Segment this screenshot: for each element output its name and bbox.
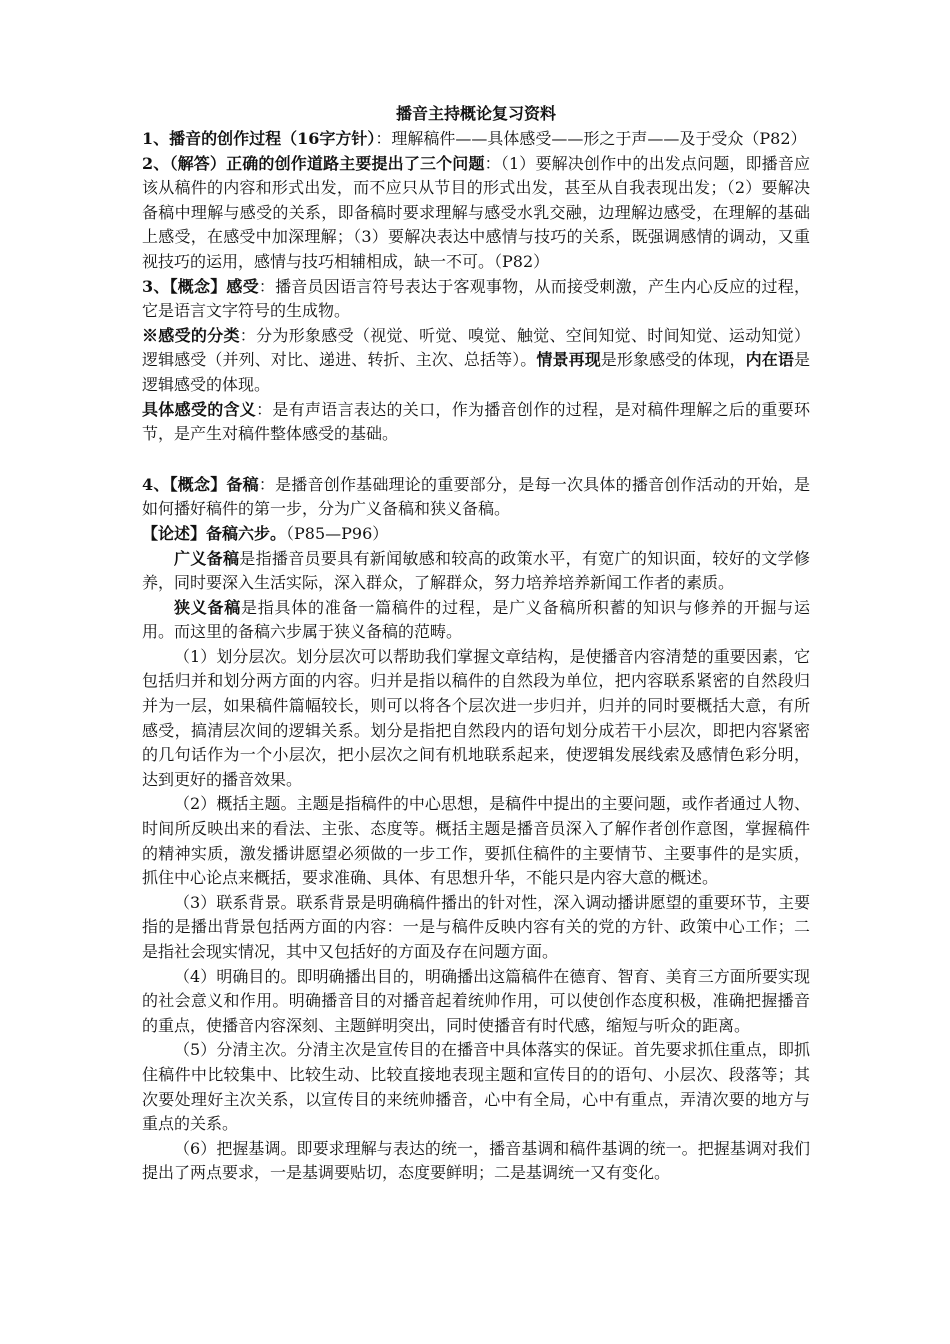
spacer: [142, 447, 810, 473]
step-paragraph: （4）明确目的。即明确播出目的，明确播出这篇稿件在德育、智育、美育三方面所要实现的社会意义和作用。明确播音目的对播音起着统帅作用，可以使创作态度积极，准确把握播音的重点，使播音内容深刻、主题鲜明突出，同时使播音有时代感，缩短与听众的距离。: [142, 966, 810, 1035]
discussion-heading: [142, 522, 810, 547]
broad-prep-text: 是指播音员要具有新闻敏感和较高的政策水平，有宽广的知识面，较好的文学修养，同时要深入生活实际，深入群众，了解群众，努力培养培养新闻工作者的素质。: [142, 548, 810, 593]
section-3-text: ：播音员因语言符号表达于客观事物，从而接受刺激，产生内心反应的过程，它是语言文字符号的生成物。: [142, 276, 810, 321]
step-paragraph: （2）概括主题。主题是指稿件的中心思想，是稿件中提出的主要问题，或作者通过人物、时间所反映出来的看法、主张、态度等。概括主题是播音员深入了解作者创作意图，掌握稿件的精神实质，激发播讲愿望必须做的一步工作，要抓住稿件的主要情节、主要事件的是实质，抓住中心论点来概括，要求准确、具体、有思想升华，不能只是内容大意的概述。: [142, 794, 810, 888]
classification-text-1: ：分为形象感受（视觉、听觉、嗅觉、触觉、空间知觉、时间知觉、运动知觉）逻辑感受（并列、对比、递进、转折、主次、总括等）。: [142, 325, 810, 370]
narrow-prep-text: 是指具体的准备一篇稿件的过程，是广义备稿所积蓄的知识与修养的开掘与运用。而这里的备稿六步属于狭义备稿的范畴。: [142, 597, 810, 642]
section-4-label: 4、【概念】备稿: [142, 474, 259, 494]
section-1-label: 1、播音的创作过程（16字方针）: [142, 129, 376, 148]
step-paragraph: （5）分清主次。分清主次是宣传目的在播音中具体落实的保证。首先要求抓住重点，即抓住稿件中比较集中、比较生动、比较直接地表现主题和宣传目的的语句、小层次、段落等；其次要处理好主次关系，以宣传目的来统帅播音，心中有全局，心中有重点，弄清次要的地方与重点的关系。: [142, 1040, 810, 1134]
classification-text-3: 是逻辑感受的体现。: [142, 350, 810, 394]
meaning-label: 具体感受的含义: [142, 399, 257, 419]
discussion-pages: （P85—P96）: [286, 523, 389, 543]
narrow-prep-label: 狭义备稿: [174, 597, 242, 617]
meaning-text: ：是有声语言表达的关口，作为播音创作的过程，是对稿件理解之后的重要环节，是产生对稿件整体感受的基础。: [142, 399, 810, 444]
document-title: 播音主持概论复习资料: [395, 104, 556, 123]
step-paragraph: （3）联系背景。联系背景是明确稿件播出的针对性，深入调动播讲愿望的重要环节，主要指的是播出背景包括两方面的内容：一是与稿件反映内容有关的党的方针、政策中心工作；二是指社会现实情况，其中又包括好的方面及存在问题方面。: [142, 892, 810, 961]
section-1: [142, 127, 810, 152]
classification-bold-2: 内在语: [745, 350, 794, 370]
broad-prep-label: 广义备稿: [174, 548, 240, 568]
section-1-text: ：理解稿件——具体感受——形之于声——及于受众（P82）: [375, 129, 807, 148]
classification-text-2: 是形象感受的体现，: [600, 350, 746, 370]
discussion-label: 【论述】备稿六步。: [142, 523, 287, 543]
section-4: [142, 473, 810, 522]
narrow-prep-paragraph: [142, 596, 810, 645]
step-paragraph: （1）划分层次。划分层次可以帮助我们掌握文章结构，是使播音内容清楚的重要因素，它包括归并和划分两方面的内容。归并是指以稿件的自然段为单位，把内容联系紧密的自然段归并为一层，如果稿件篇幅较长，则可以将各个层次进一步归并，归并的同时要概括大意，有所感受，搞清层次间的逻辑关系。划分是指把自然段内的语句划分成若干小层次，即把内容紧密的几句话作为一个小层次，把小层次之间有机地联系起来，使逻辑发展线索及感情色彩分明，达到更好的播音效果。: [142, 646, 810, 789]
classification-label: ※感受的分类: [142, 325, 240, 345]
perception-classification: [142, 324, 810, 398]
section-3-label: 3、【概念】感受: [142, 276, 259, 296]
broad-prep-paragraph: [142, 547, 810, 596]
perception-meaning: [142, 398, 810, 447]
section-2-text: ：（1）要解决创作中的出发点问题，即播音应该从稿件的内容和形式出发，而不应只从节目的形式出发，甚至从自我表现出发；（2）要解决备稿中理解与感受的关系，即备稿时要求理解与感受水乳交融，边理解边感受，在理解的基础上感受，在感受中加深理解；（3）要解决表达中感情与技巧的关系，既强调感情的调动，又重视技巧的运用，感情与技巧相辅相成，缺一不可。（P82）: [142, 153, 810, 271]
classification-bold-1: 情景再现: [536, 350, 601, 370]
section-2-label: 2、（解答）正确的创作道路主要提出了三个问题: [142, 153, 485, 173]
section-2: [142, 152, 810, 275]
section-4-text: ：是播音创作基础理论的重要部分，是每一次具体的播音创作活动的开始，是如何播好稿件的第一步，分为广义备稿和狭义备稿。: [142, 474, 810, 519]
step-paragraph: （6）把握基调。即要求理解与表达的统一，播音基调和稿件基调的统一。把握基调对我们提出了两点要求，一是基调要贴切，态度要鲜明；二是基调统一又有变化。: [142, 1138, 810, 1183]
section-3: [142, 275, 810, 324]
